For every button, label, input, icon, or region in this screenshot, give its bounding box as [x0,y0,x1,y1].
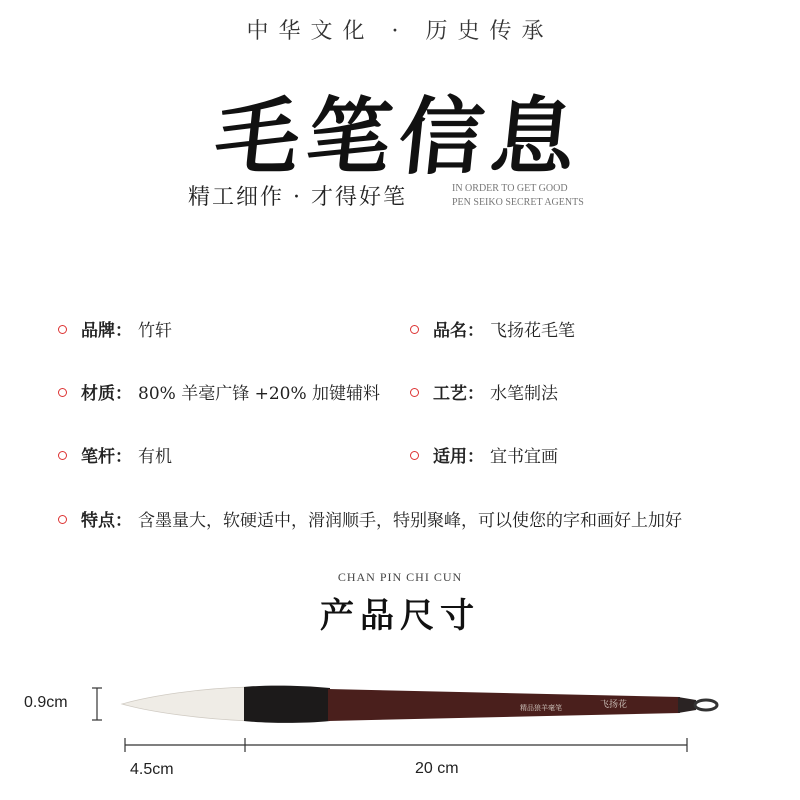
spec-craft [410,379,558,404]
brush-shaft [328,689,680,721]
english-tagline-line2: PEN SEIKO SECRET AGENTS [452,197,584,208]
banner: 中华文化 · 历史传承 [246,19,554,44]
spec-material [58,379,380,404]
spec-colon: ： [115,511,132,531]
bullet-icon [410,325,419,334]
english-tagline-line1: IN ORDER TO GET GOOD [452,183,568,194]
bullet-icon [58,325,67,334]
spec-colon: ： [115,447,132,467]
english-tagline [452,182,584,210]
bullet-icon [410,451,419,460]
size-section-english: CHAN PIN CHI CUN [337,570,463,584]
tagline: 精工细作 · 才得好笔 [188,185,407,210]
spec-value: 有机 [138,447,172,467]
spec-label: 品牌 [81,321,115,341]
tip-length-label: 4.5cm [130,761,174,778]
spec-brand [58,316,172,341]
brush-ferrule [244,686,330,723]
spec-value: 竹轩 [138,321,172,341]
spec-name [410,316,575,341]
spec-value: 飞扬花毛笔 [490,321,575,341]
bullet-icon [58,388,67,397]
spec-value: 宜书宜画 [490,447,558,467]
spec-colon: ： [115,384,132,404]
spec-value: 80% 羊毫广锋 +20% 加键辅料 [138,384,381,404]
spec-usage [410,442,558,467]
shaft-length-label: 20 cm [415,760,459,777]
spec-shaft [58,442,172,467]
shaft-text-1: 飞扬花 [600,700,628,710]
spec-label: 工艺 [433,384,467,404]
shaft-text-2: 精品狼羊毫笔 [520,704,562,712]
length-dimension-lines [118,734,698,758]
spec-colon: ： [115,321,132,341]
spec-label: 品名 [433,321,467,341]
spec-colon: ： [467,321,484,341]
spec-colon: ： [467,447,484,467]
bullet-icon [410,388,419,397]
spec-colon: ： [467,384,484,404]
spec-value: 水笔制法 [490,384,558,404]
tip-width-bracket [90,686,104,722]
spec-label: 笔杆 [81,447,115,467]
spec-label: 适用 [433,447,467,467]
brush-hanging-loop [695,700,717,710]
spec-label: 材质 [81,384,115,404]
spec-feature [58,506,682,531]
brush-tip [122,687,250,721]
spec-value: 含墨量大，软硬适中，滑润顺手，特别聚峰，可以使您的字和画好上加好 [138,511,682,531]
tip-width-label: 0.9cm [24,694,68,711]
bullet-icon [58,515,67,524]
bullet-icon [58,451,67,460]
size-section-title: 产品尺寸 [320,596,480,636]
spec-label: 特点 [81,511,115,531]
page-title: 毛笔信息 [210,87,589,186]
brush-end-cap [678,697,696,713]
